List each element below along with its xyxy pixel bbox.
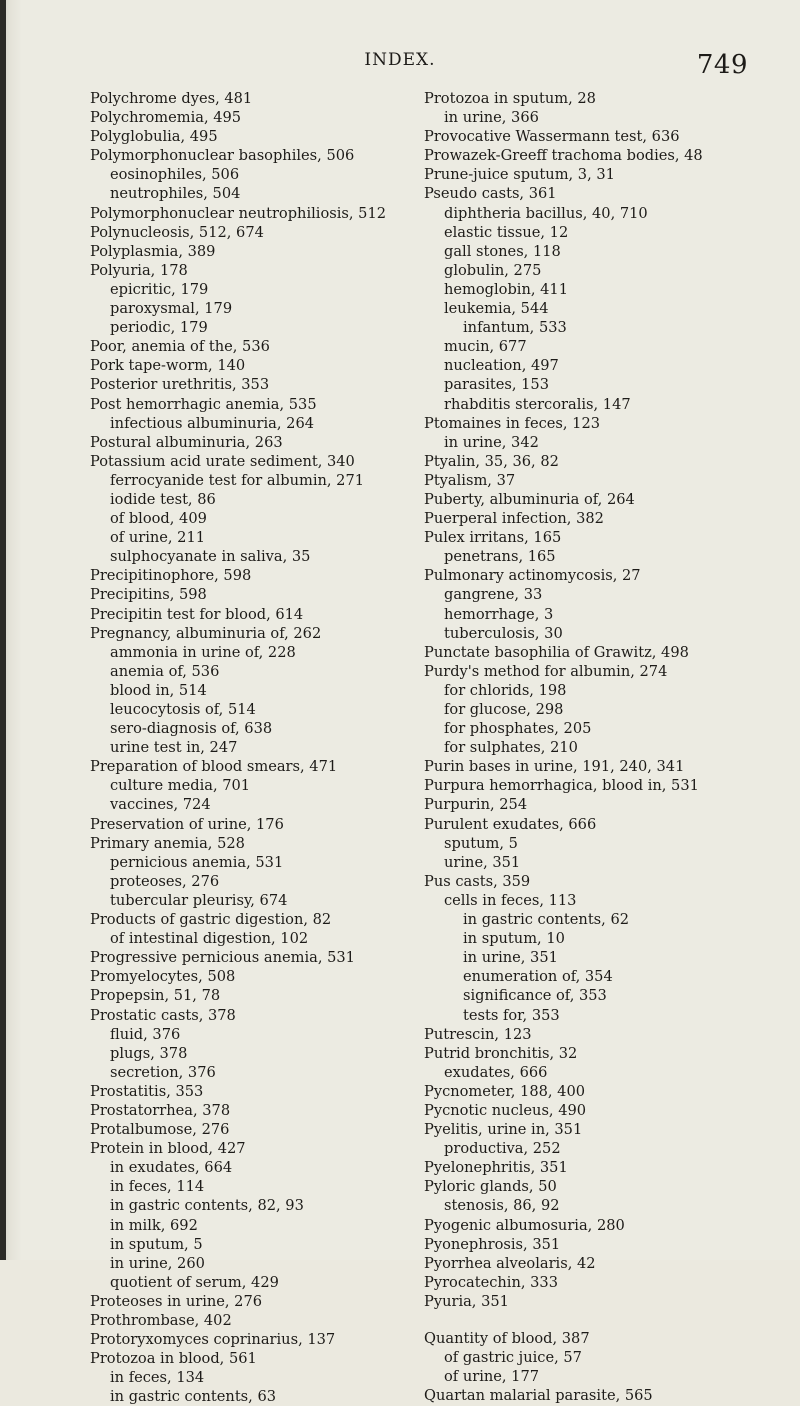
index-entry: Pyonephrosis, 351 bbox=[424, 1235, 561, 1253]
index-subentry: elastic tissue, 12 bbox=[444, 223, 569, 241]
index-entry: Pyelonephritis, 351 bbox=[424, 1159, 568, 1177]
index-entry: Polychromemia, 495 bbox=[90, 109, 242, 127]
index-entry: Posterior urethritis, 353 bbox=[90, 376, 270, 394]
index-subentry: for chlorids, 198 bbox=[444, 681, 567, 699]
index-subentry: blood in, 514 bbox=[110, 681, 207, 699]
index-subentry: of gastric juice, 57 bbox=[444, 1349, 582, 1367]
index-entry: Precipitin test for blood, 614 bbox=[90, 605, 304, 623]
index-subentry: in exudates, 664 bbox=[110, 1159, 233, 1177]
index-entry: Protozoa in blood, 561 bbox=[90, 1350, 257, 1368]
index-entry: Pyorrhea alveolaris, 42 bbox=[424, 1254, 596, 1272]
index-subentry: in feces, 114 bbox=[110, 1178, 205, 1196]
index-entry: Pregnancy, albuminuria of, 262 bbox=[90, 624, 322, 642]
index-entry: Pseudo casts, 361 bbox=[424, 185, 557, 203]
index-entry: Progressive pernicious anemia, 531 bbox=[90, 949, 355, 967]
index-subentry: enumeration of, 354 bbox=[463, 968, 613, 986]
index-subentry: leucocytosis of, 514 bbox=[110, 701, 256, 718]
index-entry: Postural albuminuria, 263 bbox=[90, 433, 283, 451]
index-subentry: exudates, 666 bbox=[444, 1063, 548, 1081]
index-subentry: for glucose, 298 bbox=[444, 701, 564, 718]
index-entry: Purpurin, 254 bbox=[424, 796, 528, 814]
index-entry: Proteoses in urine, 276 bbox=[90, 1292, 263, 1310]
index-subentry: in urine, 351 bbox=[463, 949, 558, 967]
index-entry: Precipitinophore, 598 bbox=[90, 567, 252, 585]
index-entry: Promyelocytes, 508 bbox=[90, 968, 236, 986]
index-entry: Protoryxomyces coprinarius, 137 bbox=[90, 1331, 336, 1349]
index-subentry: of blood, 409 bbox=[110, 510, 207, 528]
index-subentry: proteoses, 276 bbox=[110, 872, 220, 890]
index-subentry: epicritic, 179 bbox=[110, 280, 209, 298]
index-subentry: tubercular pleurisy, 674 bbox=[110, 891, 288, 909]
index-entry: Prostatic casts, 378 bbox=[90, 1006, 236, 1024]
index-entry: Post hemorrhagic anemia, 535 bbox=[90, 395, 317, 413]
index-subentry: gall stones, 118 bbox=[444, 242, 561, 260]
index-entry: Ptyalism, 37 bbox=[424, 471, 516, 489]
index-subentry: productiva, 252 bbox=[444, 1140, 561, 1158]
index-subentry: in gastric contents, 63 bbox=[110, 1388, 277, 1406]
index-subentry: of urine, 177 bbox=[444, 1368, 540, 1386]
index-entry: Primary anemia, 528 bbox=[90, 834, 245, 852]
index-subentry: infectious albuminuria, 264 bbox=[110, 414, 315, 432]
index-entry: Puerperal infection, 382 bbox=[424, 510, 604, 528]
index-subentry: parasites, 153 bbox=[444, 376, 549, 394]
index-entry: Propepsin, 51, 78 bbox=[90, 987, 221, 1005]
index-subentry: in urine, 366 bbox=[444, 109, 539, 127]
index-entry: Polymorphonuclear basophiles, 506 bbox=[90, 147, 355, 165]
index-subentry: for phosphates, 205 bbox=[444, 720, 592, 738]
index-entry: Purpura hemorrhagica, blood in, 531 bbox=[424, 777, 699, 795]
index-entry: Purdy's method for albumin, 274 bbox=[424, 662, 668, 680]
index-subentry: eosinophiles, 506 bbox=[110, 166, 240, 184]
index-subentry: sulphocyanate in saliva, 35 bbox=[110, 548, 311, 566]
index-entry: Potassium acid urate sediment, 340 bbox=[90, 452, 355, 470]
index-subentry: vaccines, 724 bbox=[110, 796, 211, 814]
index-entry: Pyuria, 351 bbox=[424, 1292, 509, 1310]
index-subentry: fluid, 376 bbox=[110, 1025, 181, 1043]
index-subentry: stenosis, 86, 92 bbox=[444, 1197, 560, 1215]
index-entry: Polymorphonuclear neutrophiliosis, 512 bbox=[90, 204, 387, 222]
index-subentry: secretion, 376 bbox=[110, 1063, 216, 1081]
index-entry: Ptomaines in feces, 123 bbox=[424, 414, 601, 432]
index-entry: Prothrombase, 402 bbox=[90, 1312, 232, 1329]
index-entry: Provocative Wassermann test, 636 bbox=[424, 128, 680, 146]
index-entry: Preparation of blood smears, 471 bbox=[90, 758, 338, 776]
index-entry: Products of gastric digestion, 82 bbox=[90, 911, 332, 929]
index-entry: Poor, anemia of the, 536 bbox=[90, 338, 270, 356]
index-entry: Polyglobulia, 495 bbox=[90, 128, 218, 146]
index-entry: Pus casts, 359 bbox=[424, 872, 531, 890]
index-column-left bbox=[90, 89, 415, 1406]
index-subentry: tests for, 353 bbox=[463, 1006, 560, 1024]
index-entry: Putrid bronchitis, 32 bbox=[424, 1044, 578, 1062]
page-binding-edge bbox=[0, 0, 6, 1260]
index-entry: Putrescin, 123 bbox=[424, 1025, 532, 1043]
index-subentry: hemoglobin, 411 bbox=[444, 280, 568, 298]
index-entry: Protein in blood, 427 bbox=[90, 1140, 246, 1158]
index-subentry: plugs, 378 bbox=[110, 1044, 188, 1062]
index-entry: Pyelitis, urine in, 351 bbox=[424, 1121, 583, 1139]
index-subentry: of intestinal digestion, 102 bbox=[110, 930, 309, 948]
index-entry: Preservation of urine, 176 bbox=[90, 815, 284, 833]
index-subentry: paroxysmal, 179 bbox=[110, 300, 233, 318]
index-entry: Precipitins, 598 bbox=[90, 586, 207, 604]
index-subentry: gangrene, 33 bbox=[444, 586, 543, 604]
index-subentry: ammonia in urine of, 228 bbox=[110, 643, 296, 661]
page-number: 749 bbox=[696, 50, 748, 80]
index-subentry: cells in feces, 113 bbox=[444, 891, 577, 909]
index-entry: Quantity of blood, 387 bbox=[424, 1330, 590, 1347]
index-subentry: nucleation, 497 bbox=[444, 357, 559, 375]
index-entry: Protozoa in sputum, 28 bbox=[424, 90, 596, 107]
index-subentry: pernicious anemia, 531 bbox=[110, 853, 284, 871]
index-subentry: ferrocyanide test for albumin, 271 bbox=[110, 471, 365, 489]
index-entry: Pulmonary actinomycosis, 27 bbox=[424, 567, 641, 585]
index-entry: Pyrocatechin, 333 bbox=[424, 1273, 558, 1291]
index-entry: Prowazek-Greeff trachoma bodies, 48 bbox=[424, 147, 703, 165]
index-subentry: penetrans, 165 bbox=[444, 548, 556, 566]
index-subentry: in sputum, 10 bbox=[463, 930, 565, 948]
index-entry: Pycnometer, 188, 400 bbox=[424, 1082, 586, 1100]
index-subentry: diphtheria bacillus, 40, 710 bbox=[444, 204, 648, 222]
index-subentry: in urine, 342 bbox=[444, 433, 539, 451]
index-entry: Punctate basophilia of Grawitz, 498 bbox=[424, 643, 689, 661]
index-entry: Polyplasmia, 389 bbox=[90, 242, 216, 260]
index-subentry: anemia of, 536 bbox=[110, 662, 220, 680]
index-entry: Purin bases in urine, 191, 240, 341 bbox=[424, 758, 685, 776]
page-header-title: INDEX. bbox=[364, 50, 436, 70]
index-entry: Quartan malarial parasite, 565 bbox=[424, 1387, 653, 1405]
index-subentry: in urine, 260 bbox=[110, 1254, 205, 1272]
index-entry: Pyloric glands, 50 bbox=[424, 1178, 557, 1196]
index-entry: Ptyalin, 35, 36, 82 bbox=[424, 452, 559, 470]
index-subentry: infantum, 533 bbox=[463, 319, 567, 337]
index-entry: Polynucleosis, 512, 674 bbox=[90, 223, 264, 241]
index-subentry: quotient of serum, 429 bbox=[110, 1273, 279, 1291]
index-subentry: culture media, 701 bbox=[110, 777, 251, 795]
index-subentry: in gastric contents, 82, 93 bbox=[110, 1197, 304, 1215]
index-subentry: leukemia, 544 bbox=[444, 300, 549, 318]
index-entry: Pork tape-worm, 140 bbox=[90, 357, 246, 375]
index-entry: Pycnotic nucleus, 490 bbox=[424, 1101, 587, 1119]
index-column-right bbox=[424, 89, 774, 1405]
index-entry: Prostatorrhea, 378 bbox=[90, 1101, 231, 1119]
index-subentry: mucin, 677 bbox=[444, 338, 527, 356]
index-subentry: sputum, 5 bbox=[444, 834, 518, 852]
index-entry: Protalbumose, 276 bbox=[90, 1121, 230, 1139]
index-subentry: hemorrhage, 3 bbox=[444, 605, 554, 623]
index-subentry: periodic, 179 bbox=[110, 319, 208, 337]
index-entry: Polyuria, 178 bbox=[90, 261, 188, 279]
index-entry: Puberty, albuminuria of, 264 bbox=[424, 490, 635, 508]
index-entry: Purulent exudates, 666 bbox=[424, 815, 597, 833]
index-subentry: sero-diagnosis of, 638 bbox=[110, 720, 273, 738]
index-subentry: tuberculosis, 30 bbox=[444, 624, 563, 642]
index-entry: Prostatitis, 353 bbox=[90, 1082, 204, 1100]
index-entry: Pulex irritans, 165 bbox=[424, 529, 562, 547]
index-subentry: in feces, 134 bbox=[110, 1369, 205, 1387]
index-subentry: urine, 351 bbox=[444, 853, 521, 871]
index-subentry: urine test in, 247 bbox=[110, 739, 238, 757]
index-subentry: in sputum, 5 bbox=[110, 1235, 203, 1253]
index-subentry: in gastric contents, 62 bbox=[463, 911, 630, 929]
index-subentry: iodide test, 86 bbox=[110, 490, 216, 508]
index-subentry: for sulphates, 210 bbox=[444, 739, 578, 757]
index-subentry: rhabditis stercoralis, 147 bbox=[444, 395, 631, 413]
index-entry: Polychrome dyes, 481 bbox=[90, 90, 253, 107]
index-subentry: significance of, 353 bbox=[463, 987, 607, 1005]
index-subentry: of urine, 211 bbox=[110, 529, 206, 547]
index-subentry: neutrophiles, 504 bbox=[110, 185, 241, 203]
index-entry: Pyogenic albumosuria, 280 bbox=[424, 1216, 625, 1234]
index-subentry: in milk, 692 bbox=[110, 1216, 198, 1234]
index-entry: Prune-juice sputum, 3, 31 bbox=[424, 166, 615, 184]
index-subentry: globulin, 275 bbox=[444, 261, 542, 279]
